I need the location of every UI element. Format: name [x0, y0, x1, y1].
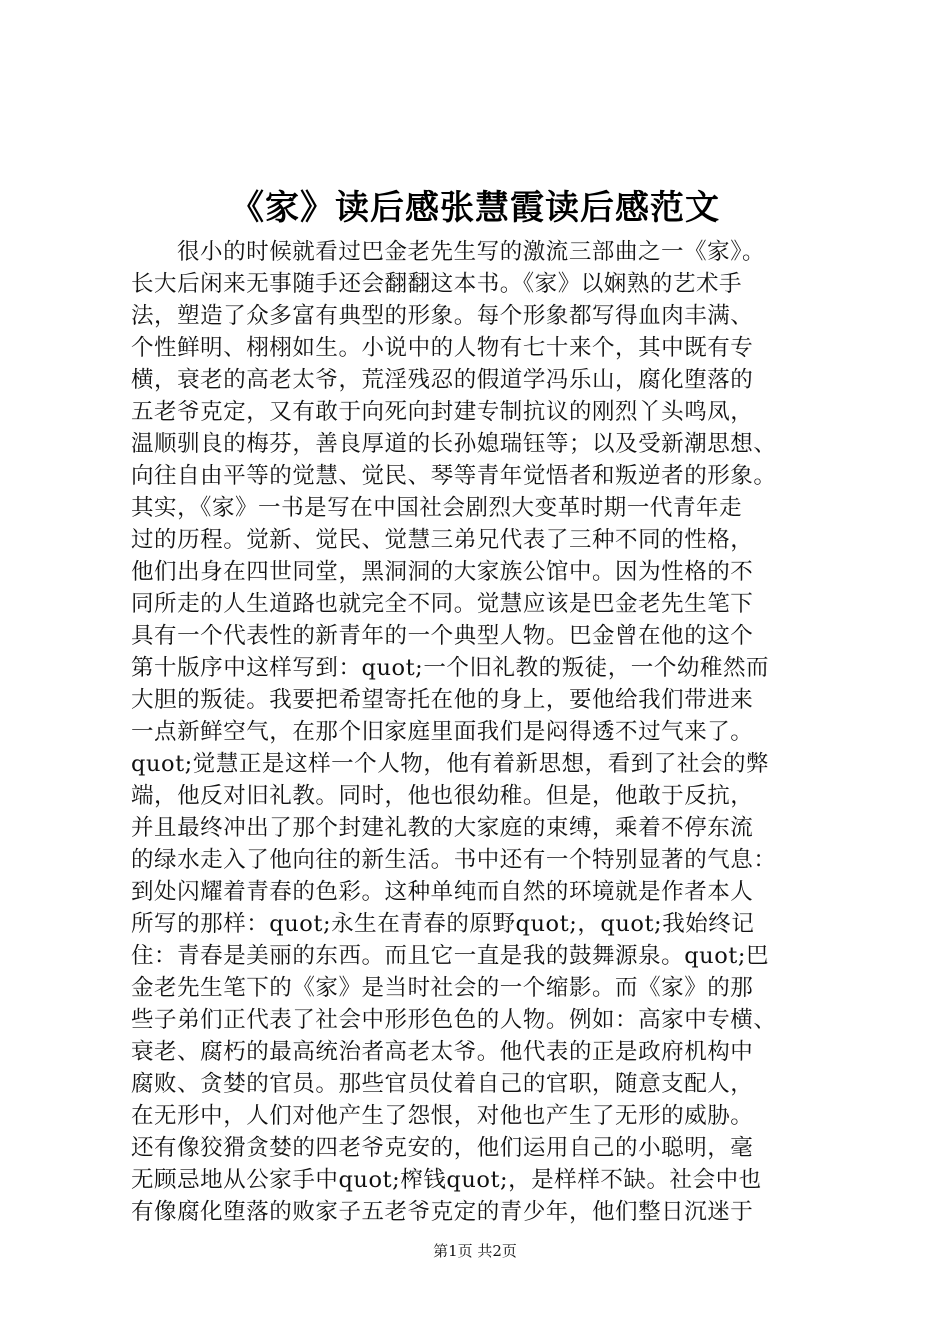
text-line: 长大后闲来无事随手还会翻翻这本书。《家》以娴熟的艺术手: [131, 271, 743, 297]
text-line: 具有一个代表性的新青年的一个典型人物。巴金曾在他的这个: [131, 623, 754, 649]
document-title: 《家》读后感张慧霞读后感范文: [230, 188, 720, 228]
text-line: 其实，《家》一书是写在中国社会剧烈大变革时期一代青年走: [131, 495, 743, 521]
text-line: 第十版序中这样写到：quot;一个旧礼教的叛徒，一个幼稚然而: [131, 655, 770, 681]
text-line: 有像腐化堕落的败家子五老爷克定的青少年，他们整日沉迷于: [131, 1199, 754, 1225]
text-line: 的绿水走入了他向往的新生活。书中还有一个特别显著的气息：: [131, 847, 777, 873]
text-line: 腐败、贪婪的官员。那些官员仗着自己的官职，随意支配人，: [131, 1071, 754, 1097]
page-number: 第1页 共2页: [433, 1242, 517, 1260]
text-line: 同所走的人生道路也就完全不同。觉慧应该是巴金老先生笔下: [131, 591, 754, 617]
text-line: 温顺驯良的梅芬，善良厚道的长孙媳瑞钰等；以及受新潮思想、: [131, 431, 777, 457]
text-line: 五老爷克定，又有敢于向死向封建专制抗议的刚烈丫头鸣凤，: [131, 399, 754, 425]
text-line: 很小的时候就看过巴金老先生写的激流三部曲之一《家》。: [177, 239, 766, 265]
text-line: 并且最终冲出了那个封建礼教的大家庭的束缚，乘着不停东流: [131, 815, 754, 841]
text-line: 法，塑造了众多富有典型的形象。每个形象都写得血肉丰满、: [131, 303, 754, 329]
text-line: 端，他反对旧礼教。同时，他也很幼稚。但是，他敢于反抗，: [131, 783, 754, 809]
text-line: 向往自由平等的觉慧、觉民、琴等青年觉悟者和叛逆者的形象。: [131, 463, 777, 489]
text-line: 在无形中，人们对他产生了怨恨，对他也产生了无形的威胁。: [131, 1103, 754, 1129]
text-line: 大胆的叛徒。我要把希望寄托在他的身上，要他给我们带进来: [131, 687, 754, 713]
text-line: 住：青春是美丽的东西。而且它一直是我的鼓舞源泉。quot;巴: [131, 943, 770, 969]
text-line: 无顾忌地从公家手中quot;榨钱quot;，是样样不缺。社会中也: [131, 1167, 762, 1193]
text-line: 衰老、腐朽的最高统治者高老太爷。他代表的正是政府机构中: [131, 1039, 754, 1065]
page-footer: [0, 1241, 950, 1261]
text-line: 他们出身在四世同堂，黑洞洞的大家族公馆中。因为性格的不: [131, 559, 754, 585]
text-line: 所写的那样：quot;永生在青春的原野quot;，quot;我始终记: [131, 911, 755, 937]
text-line: 些子弟们正代表了社会中形形色色的人物。例如：高家中专横、: [131, 1007, 777, 1033]
text-line: quot;觉慧正是这样一个人物，他有着新思想，看到了社会的弊: [131, 751, 770, 777]
body-paragraph: [131, 236, 821, 1228]
text-line: 金老先生笔下的《家》是当时社会的一个缩影。而《家》的那: [131, 975, 754, 1001]
text-line: 个性鲜明、栩栩如生。小说中的人物有七十来个，其中既有专: [131, 335, 754, 361]
text-line: 到处闪耀着青春的色彩。这种单纯而自然的环境就是作者本人: [131, 879, 754, 905]
text-line: 还有像狡猾贪婪的四老爷克安的，他们运用自己的小聪明，毫: [131, 1135, 754, 1161]
text-line: 一点新鲜空气，在那个旧家庭里面我们是闷得透不过气来了。: [131, 719, 754, 745]
text-line: 横，衰老的高老太爷，荒淫残忍的假道学冯乐山，腐化堕落的: [131, 367, 754, 393]
text-line: 过的历程。觉新、觉民、觉慧三弟兄代表了三种不同的性格，: [131, 527, 754, 553]
